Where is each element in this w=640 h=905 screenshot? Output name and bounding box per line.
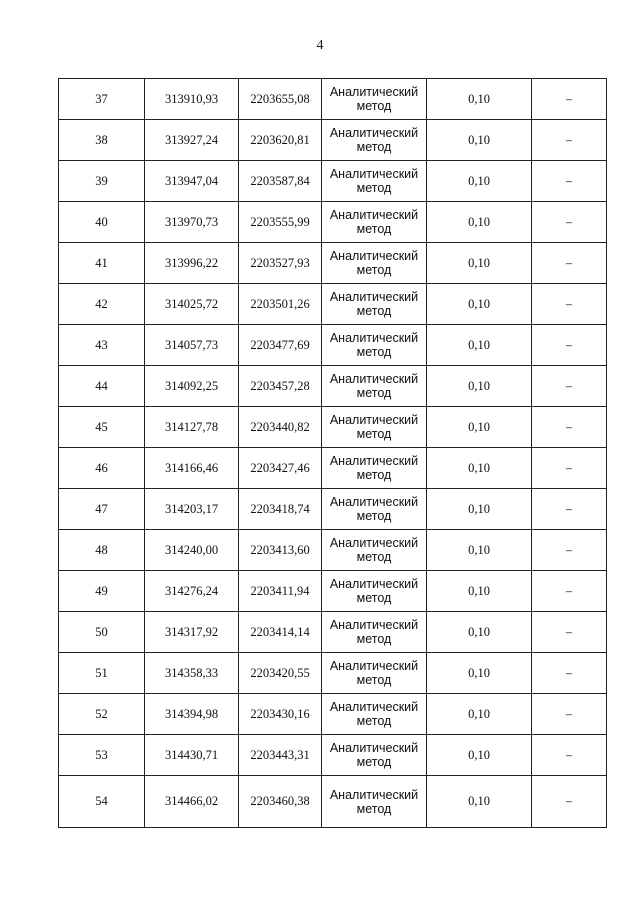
table-row (59, 694, 607, 735)
y-coordinate-cell: 2203413,60 (239, 530, 322, 571)
x-coordinate-cell: 313910,93 (145, 79, 239, 120)
description-cell: – (532, 612, 607, 653)
method-cell (322, 489, 427, 530)
method-line2: метод (356, 427, 392, 441)
method-line1: Аналитический (329, 331, 419, 345)
method-line1: Аналитический (329, 495, 419, 509)
method-cell (322, 448, 427, 489)
method-line1: Аналитический (329, 659, 419, 673)
method-line1: Аналитический (329, 700, 419, 714)
x-coordinate-cell: 314430,71 (145, 735, 239, 776)
y-coordinate-cell: 2203414,14 (239, 612, 322, 653)
method-line2: метод (356, 345, 392, 359)
error-cell: 0,10 (427, 448, 532, 489)
error-cell: 0,10 (427, 284, 532, 325)
point-number-cell: 43 (59, 325, 145, 366)
table-row (59, 325, 607, 366)
error-cell: 0,10 (427, 120, 532, 161)
table-row (59, 489, 607, 530)
method-line1: Аналитический (329, 577, 419, 591)
error-cell: 0,10 (427, 243, 532, 284)
y-coordinate-cell: 2203430,16 (239, 694, 322, 735)
x-coordinate-cell: 314358,33 (145, 653, 239, 694)
y-coordinate-cell: 2203655,08 (239, 79, 322, 120)
description-cell: – (532, 694, 607, 735)
table-row (59, 448, 607, 489)
x-coordinate-cell: 314394,98 (145, 694, 239, 735)
error-cell: 0,10 (427, 776, 532, 828)
method-cell (322, 366, 427, 407)
x-coordinate-cell: 313970,73 (145, 202, 239, 243)
point-number-cell: 49 (59, 571, 145, 612)
error-cell: 0,10 (427, 612, 532, 653)
method-line2: метод (356, 714, 392, 728)
y-coordinate-cell: 2203411,94 (239, 571, 322, 612)
method-line2: метод (356, 181, 392, 195)
method-cell (322, 325, 427, 366)
y-coordinate-cell: 2203440,82 (239, 407, 322, 448)
point-number-cell: 48 (59, 530, 145, 571)
table-row (59, 202, 607, 243)
table-row (59, 571, 607, 612)
y-coordinate-cell: 2203527,93 (239, 243, 322, 284)
y-coordinate-cell: 2203555,99 (239, 202, 322, 243)
x-coordinate-cell: 313996,22 (145, 243, 239, 284)
method-line1: Аналитический (329, 787, 419, 802)
y-coordinate-cell: 2203427,46 (239, 448, 322, 489)
x-coordinate-cell: 314092,25 (145, 366, 239, 407)
table-row (59, 243, 607, 284)
method-line1: Аналитический (329, 167, 419, 181)
description-cell: – (532, 120, 607, 161)
point-number-cell: 54 (59, 776, 145, 828)
y-coordinate-cell: 2203443,31 (239, 735, 322, 776)
x-coordinate-cell: 314166,46 (145, 448, 239, 489)
method-line2: метод (356, 386, 392, 400)
description-cell: – (532, 653, 607, 694)
method-line2: метод (356, 468, 392, 482)
description-cell: – (532, 448, 607, 489)
x-coordinate-cell: 314025,72 (145, 284, 239, 325)
page-number: 4 (316, 38, 324, 53)
method-line1: Аналитический (329, 208, 419, 222)
method-line2: метод (356, 755, 392, 769)
table-row (59, 407, 607, 448)
description-cell: – (532, 79, 607, 120)
point-number-cell: 44 (59, 366, 145, 407)
x-coordinate-cell: 314127,78 (145, 407, 239, 448)
table-row (59, 120, 607, 161)
error-cell: 0,10 (427, 202, 532, 243)
method-line2: метод (356, 99, 392, 113)
y-coordinate-cell: 2203620,81 (239, 120, 322, 161)
description-cell: – (532, 571, 607, 612)
x-coordinate-cell: 313947,04 (145, 161, 239, 202)
method-line2: метод (356, 140, 392, 154)
method-line2: метод (356, 801, 392, 816)
error-cell: 0,10 (427, 530, 532, 571)
table-row (59, 284, 607, 325)
description-cell: – (532, 407, 607, 448)
description-cell: – (532, 202, 607, 243)
point-number-cell: 39 (59, 161, 145, 202)
error-cell: 0,10 (427, 366, 532, 407)
x-coordinate-cell: 314317,92 (145, 612, 239, 653)
description-cell: – (532, 489, 607, 530)
error-cell: 0,10 (427, 161, 532, 202)
method-cell (322, 407, 427, 448)
y-coordinate-cell: 2203477,69 (239, 325, 322, 366)
x-coordinate-cell: 314240,00 (145, 530, 239, 571)
error-cell: 0,10 (427, 735, 532, 776)
point-number-cell: 51 (59, 653, 145, 694)
x-coordinate-cell: 314057,73 (145, 325, 239, 366)
point-number-cell: 46 (59, 448, 145, 489)
y-coordinate-cell: 2203420,55 (239, 653, 322, 694)
method-cell (322, 202, 427, 243)
x-coordinate-cell: 314203,17 (145, 489, 239, 530)
table-row (59, 612, 607, 653)
method-line2: метод (356, 263, 392, 277)
method-line1: Аналитический (329, 85, 419, 99)
method-line2: метод (356, 304, 392, 318)
point-number-cell: 53 (59, 735, 145, 776)
description-cell: – (532, 735, 607, 776)
table-row (59, 653, 607, 694)
method-cell (322, 776, 427, 828)
point-number-cell: 52 (59, 694, 145, 735)
error-cell: 0,10 (427, 571, 532, 612)
method-line1: Аналитический (329, 536, 419, 550)
point-number-cell: 42 (59, 284, 145, 325)
description-cell: – (532, 325, 607, 366)
point-number-cell: 38 (59, 120, 145, 161)
table-row (59, 530, 607, 571)
y-coordinate-cell: 2203501,26 (239, 284, 322, 325)
coordinates-table (58, 78, 607, 828)
description-cell: – (532, 284, 607, 325)
description-cell: – (532, 243, 607, 284)
x-coordinate-cell: 313927,24 (145, 120, 239, 161)
method-cell (322, 735, 427, 776)
error-cell: 0,10 (427, 79, 532, 120)
method-line2: метод (356, 632, 392, 646)
table-body (59, 79, 607, 828)
method-cell (322, 120, 427, 161)
method-line1: Аналитический (329, 372, 419, 386)
point-number-cell: 40 (59, 202, 145, 243)
method-line1: Аналитический (329, 290, 419, 304)
table-row (59, 161, 607, 202)
table-row (59, 776, 607, 828)
method-cell (322, 284, 427, 325)
method-line1: Аналитический (329, 126, 419, 140)
error-cell: 0,10 (427, 407, 532, 448)
x-coordinate-cell: 314276,24 (145, 571, 239, 612)
description-cell: – (532, 161, 607, 202)
method-line2: метод (356, 550, 392, 564)
method-line1: Аналитический (329, 413, 419, 427)
method-cell (322, 530, 427, 571)
y-coordinate-cell: 2203418,74 (239, 489, 322, 530)
y-coordinate-cell: 2203457,28 (239, 366, 322, 407)
point-number-cell: 41 (59, 243, 145, 284)
description-cell: – (532, 530, 607, 571)
description-cell: – (532, 776, 607, 828)
error-cell: 0,10 (427, 653, 532, 694)
method-line1: Аналитический (329, 249, 419, 263)
method-line2: метод (356, 509, 392, 523)
y-coordinate-cell: 2203460,38 (239, 776, 322, 828)
error-cell: 0,10 (427, 489, 532, 530)
x-coordinate-cell: 314466,02 (145, 776, 239, 828)
method-line1: Аналитический (329, 618, 419, 632)
table-row (59, 366, 607, 407)
error-cell: 0,10 (427, 325, 532, 366)
method-line1: Аналитический (329, 741, 419, 755)
y-coordinate-cell: 2203587,84 (239, 161, 322, 202)
method-cell (322, 243, 427, 284)
method-cell (322, 79, 427, 120)
method-line2: метод (356, 591, 392, 605)
point-number-cell: 37 (59, 79, 145, 120)
point-number-cell: 50 (59, 612, 145, 653)
method-cell (322, 653, 427, 694)
method-line2: метод (356, 673, 392, 687)
method-cell (322, 571, 427, 612)
point-number-cell: 47 (59, 489, 145, 530)
method-cell (322, 612, 427, 653)
error-cell: 0,10 (427, 694, 532, 735)
table-row (59, 735, 607, 776)
method-line1: Аналитический (329, 454, 419, 468)
description-cell: – (532, 366, 607, 407)
table-row (59, 79, 607, 120)
method-cell (322, 694, 427, 735)
point-number-cell: 45 (59, 407, 145, 448)
method-line2: метод (356, 222, 392, 236)
method-cell (322, 161, 427, 202)
